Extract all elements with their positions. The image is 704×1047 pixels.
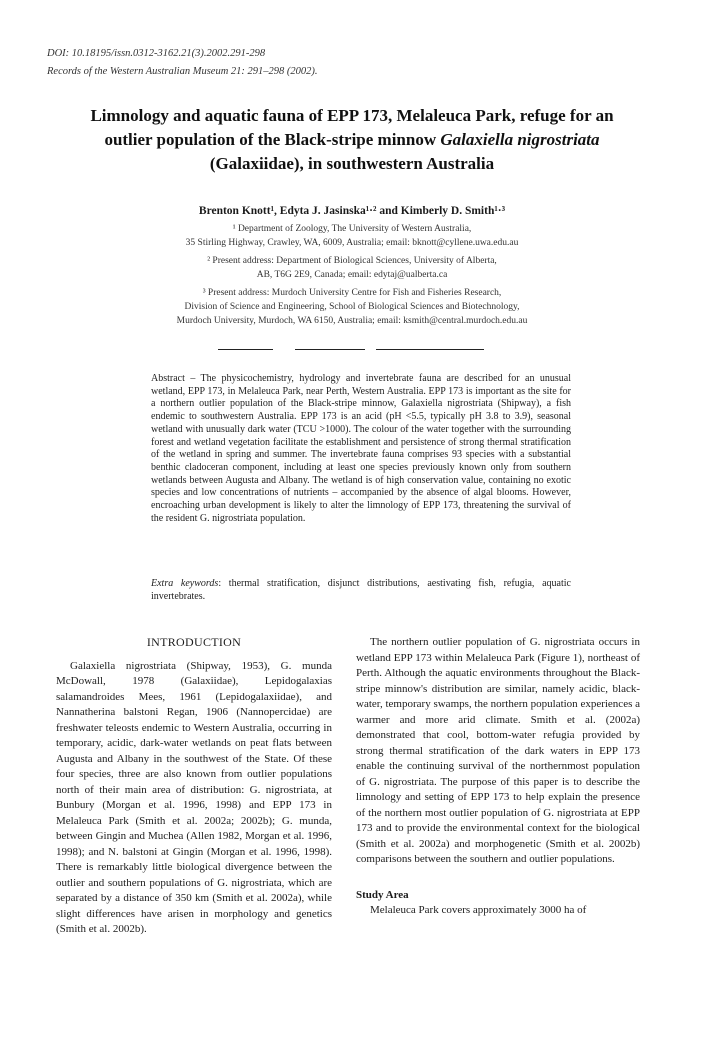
title-line-3: (Galaxiidae), in southwestern Australia xyxy=(209,154,495,173)
right-column xyxy=(356,635,640,919)
keywords xyxy=(151,578,571,603)
affiliation-line: Division of Science and Engineering, School of Biological Sciences and Biotechnology, xyxy=(184,302,520,312)
study-area-paragraph: Melaleuca Park covers approximately 3000 ha of xyxy=(370,904,587,916)
affiliation-line: ¹ Department of Zoology, The University of Western Australia, xyxy=(232,224,472,234)
separator-rule xyxy=(376,349,484,350)
affiliation-line: Murdoch University, Murdoch, WA 6150, Australia; email: ksmith@central.murdoch.edu.au xyxy=(176,316,528,326)
introduction-paragraph: Galaxiella nigrostriata (Shipway, 1953), G. munda McDowall, 1978 (Galaxiidae), Lepidogalaxias salamandroides Mees, 1961 (Lepidogalaxiidae), and Nannatherina balstoni Regan, 1906 (Nannopercidae) are freshwater teleosts endemic to Western Australia, occurring in temporary, acidic, dark-water wetlands on peat flats between Augusta and Albany in the southwest of the State. Of these four species, three are also known from outlier populations north of their main area of distribution: G. nigrostriata, at Bunbury (Morgan et al. 1996, 1998) and EPP 173 in Melaleuca Park (Smith et al. 2002a; 2002b); G. munda, between Gingin and Muchea (Allen 1982, Morgan et al. 1996, 1998); and N. balstoni at Gingin (Morgan et al. 1996, 1998). There is remarkably little biological divergence between the outlier and southern populations of G. nigrostriata, which are separated by a distance of 350 km (Smith et al. 2002a), while slight differences have arisen in morphology and genetics (Smith et al. 2002b). xyxy=(56,659,332,935)
abstract-text: – The physicochemistry, hydrology and invertebrate fauna are described for an unusual wetland, EPP 173, in Melaleuca Park, near Perth, Western Australia. EPP 173 is important as the site for a northern outlier population of the Black-stripe minnow, Galaxiella nigrostriata (Shipway), a fish endemic to southwestern Australia. EPP 173 is an acid (pH <5.5, typically pH 3.8 to 3.9), seasonal wetland with unusually dark water (TCU >1000). The colour of the water together with the surrounding forest and wetland vegetation facilitate the establishment and persistence of strong thermal stratification of the wetland in spring and summer. The invertebrate fauna comprises 93 species with a substantial benthic cladoceran component, including at least one species previously known only from southern wetlands between Augusta and Albany. The wetland is of high conservation value, containing no exotic species and low concentrations of nutrients – accompanied by the absence of algal blooms. However, encroaching urban development is likely to alter the limnology of EPP 173, threatening the survival of the resident G. nigrostriata population. xyxy=(151,373,571,524)
abstract-label: Abstract xyxy=(151,373,185,384)
journal-citation: Records of the Western Australian Museum 21: 291–298 (2002). xyxy=(47,66,318,77)
separator-rule xyxy=(295,349,365,350)
affiliation-line: ³ Present address: Murdoch University Centre for Fish and Fisheries Research, xyxy=(202,288,502,298)
affiliation-line: AB, T6G 2E9, Canada; email: edytaj@ualberta.ca xyxy=(256,270,448,280)
left-column xyxy=(56,635,332,938)
doi-line: DOI: 10.18195/issn.0312-3162.21(3).2002.291-298 xyxy=(47,48,266,59)
article-title xyxy=(60,104,644,176)
affiliation-line: ² Present address: Department of Biological Sciences, University of Alberta, xyxy=(207,256,497,266)
author-list: Brenton Knott¹, Edyta J. Jasinska¹·² and Kimberly D. Smith¹·³ xyxy=(198,205,506,217)
title-species-name: Galaxiella nigrostriata xyxy=(440,130,600,149)
body-paragraph: The northern outlier population of G. nigrostriata occurs in wetland EPP 173 within Melaleuca Park (Figure 1), northeast of Perth. Although the aquatic environments throughout the Black-stripe minnow's distribution are similar, namely acidic, black-water, temporary swamps, the northern population experiences a warmer and more arid climate. Smith et al. (2002a) demonstrated that cool, bottom-water refugia provided by strong thermal stratification of the dark waters in EPP 173 enable the continuing survival of the northernmost population of G. nigrostriata. The purpose of this paper is to describe the limnology and setting of EPP 173 to help explain the presence of the northern most outlier population of G. nigrostriata at EPP 173 and to provide the environmental context for the biological (Smith et al. 2002a) and morphogenetic (Smith et al. 2002b) comparisons between the southern and outlier populations. xyxy=(356,636,640,865)
keywords-label: Extra keywords xyxy=(151,578,219,589)
keywords-text: : thermal stratification, disjunct distributions, aestivating fish, refugia, aquatic invertebrates. xyxy=(151,578,571,602)
section-heading-introduction: INTRODUCTION xyxy=(146,635,242,649)
title-line-1: Limnology and aquatic fauna of EPP 173, Melaleuca Park, refuge for an xyxy=(90,106,614,125)
affiliation-line: 35 Stirling Highway, Crawley, WA, 6009, Australia; email: bknott@cyllene.uwa.edu.au xyxy=(185,238,519,248)
title-line-2: outlier population of the Black-stripe minnow xyxy=(104,130,441,149)
section-heading-study-area: Study Area xyxy=(356,888,409,901)
abstract xyxy=(151,373,571,525)
separator-rule xyxy=(218,349,273,350)
